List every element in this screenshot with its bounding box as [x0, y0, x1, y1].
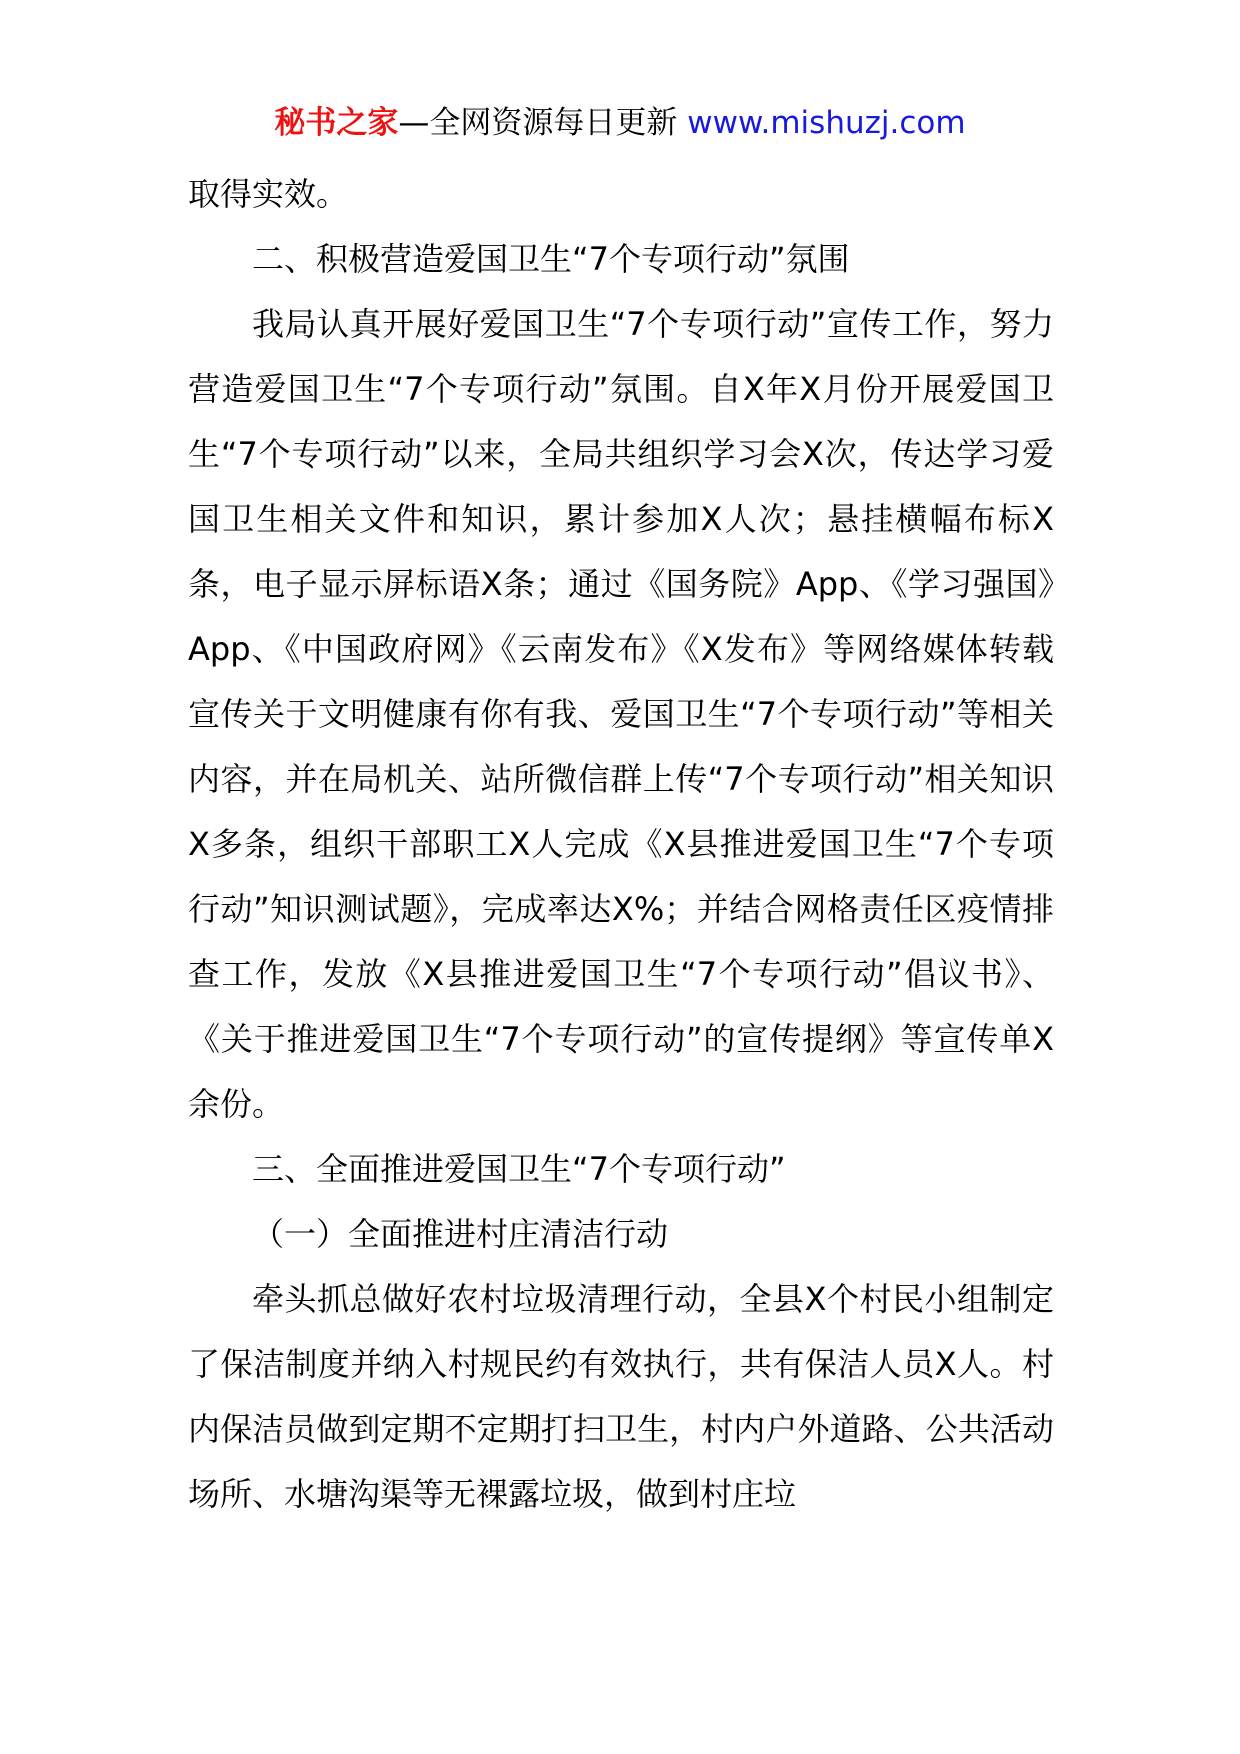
document-body [188, 162, 1054, 1527]
section-heading-3: 三、全面推进爱国卫生“7个专项行动” [252, 1150, 786, 1188]
header-url-link[interactable]: www.mishuzj.com [687, 105, 966, 141]
paragraph-publicity-work: 我局认真开展好爱国卫生“7个专项行动”宣传工作，努力营造爱国卫生“7个专项行动”氛围。自X年X月份开展爱国卫生“7个专项行动”以来，全局共组织学习会X次，传达学习爱国卫生相关文件和知识，累计参加X人次；悬挂横幅布标X条，电子显示屏标语X条；通过《国务院》App、《学习强国》App、《中国政府网》《云南发布》《X发布》等网络媒体转载宣传关于文明健康有你有我、爱国卫生“7个专项行动”等相关内容，并在局机关、站所微信群上传“7个专项行动”相关知识X多条，组织干部职工X人完成《X县推进爱国卫生“7个专项行动”知识测试题》，完成率达X%；并结合网格责任区疫情排查工作，发放《X县推进爱国卫生“7个专项行动”倡议书》、《关于推进爱国卫生“7个专项行动”的宣传提纲》等宣传单X余份。 [188, 305, 1054, 1123]
paragraph-village-cleaning: 牵头抓总做好农村垃圾清理行动，全县X个村民小组制定了保洁制度并纳入村规民约有效执行，共有保洁人员X人。村内保洁员做到定期不定期打扫卫生，村内户外道路、公共活动场所、水塘沟渠等无裸露垃圾，做到村庄垃 [188, 1280, 1054, 1513]
subsection-heading-1: （一）全面推进村庄清洁行动 [252, 1215, 669, 1253]
header-tagline: —全网资源每日更新 [398, 105, 688, 141]
section-heading-2: 二、积极营造爱国卫生“7个专项行动”氛围 [252, 240, 850, 278]
brand-name: 秘书之家 [274, 105, 399, 141]
paragraph-continuation: 取得实效。 [188, 175, 349, 213]
page-header [0, 100, 1240, 146]
